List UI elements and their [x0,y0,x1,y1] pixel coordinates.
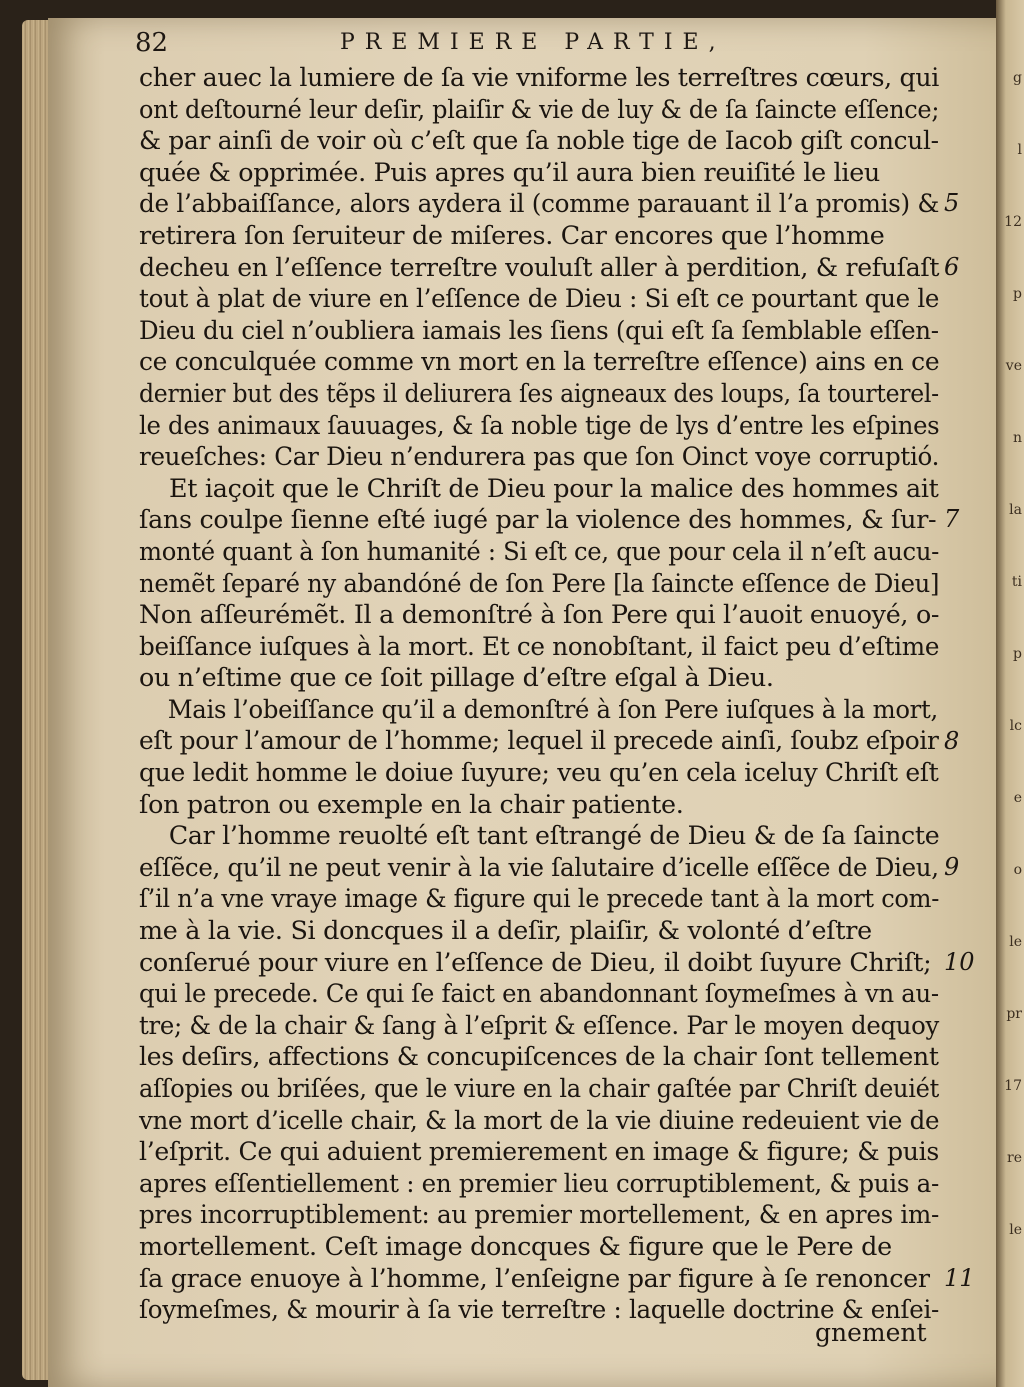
text-line: ou n’eſtime que ce ſoit pillage d’eſtre eſgal à Dieu. [139,662,774,693]
next-page-fragment: p [1013,646,1022,662]
text-line: ce conculquée comme vn mort en la terreſtre eſſence) ains en ce [139,346,940,377]
text-line: que ledit homme le doiue ſuyure; veu qu’en cela iceluy Chriſt eſt [139,757,939,788]
next-page-gutter [996,0,1024,1387]
next-page-fragment: n [1012,430,1022,446]
text-line: Et iaçoit que le Chriſt de Dieu pour la malice des hommes ait [169,472,939,503]
next-page-fragment: pr [1006,1006,1022,1022]
body-text [139,62,975,1326]
text-line: vne mort d’icelle chair, & la mort de la vie diuine redeuient vie de [139,1104,940,1135]
next-page-fragment: g [1013,70,1022,86]
margin-number: 10 [944,947,975,976]
margin-number: 11 [944,1263,975,1292]
text-line: decheu en l’eſſence terreſtre vouluſt aller à perdition, & refuſaſt [139,251,940,282]
text-line: apres eſſentiellement : en premier lieu corruptiblement, & puis a- [139,1167,939,1198]
text-line: Dieu du ciel n’oubliera iamais les ſiens (qui eſt ſa ſemblable eſſen- [139,314,939,345]
text-line: le des animaux ſauuages, & ſa noble tige de lys d’entre les eſpines [139,409,940,440]
margin-number: 8 [944,726,960,755]
text-line: tout à plat de viure en l’eſſence de Dieu : Si eſt ce pourtant que le [139,283,940,314]
text-line: eſt pour l’amour de l’homme; lequel il precede ainſi, ſoubz eſpoir [139,725,939,756]
text-line: ſ’il n’a vne vraye image & figure qui le precede tant à la mort com- [139,883,940,914]
text-line: de l’abbaiſſance, alors aydera il (comme parauant il l’a promis) & [139,188,940,219]
text-line: monté quant à ſon humanité : Si eſt ce, que pour cela il n’eſt aucu- [139,535,940,566]
next-page-fragment: e [1013,790,1022,806]
running-title: PREMIERE PARTIE, [340,30,726,55]
margin-number: 5 [944,189,960,218]
text-line: tre; & de la chair & ſang à l’eſprit & eſſence. Par le moyen dequoy [139,1009,940,1040]
text-line: Car l’homme reuolté eſt tant eſtrangé de Dieu & de ſa ſaincte [168,820,940,851]
text-line: me à la vie. Si doncques il a deſir, plaiſir, & volonté d’eſtre [139,915,872,946]
next-page-fragment: l [1017,142,1022,158]
text-line: reueſches: Car Dieu n’endurera pas que ſon Oinct voye corruptió. [139,441,940,472]
next-page-fragment: la [1009,502,1022,518]
next-page-fragment: 12 [1004,214,1022,230]
page-number: 82 [135,28,169,58]
margin-number: 6 [944,252,960,281]
text-line: dernier but des tẽps il deliurera ſes aigneaux des loups, ſa tourterel- [139,377,939,408]
text-line: ſans coulpe ſienne eſté iugé par la violence des hommes, & ſur- [139,504,937,535]
text-line: aſſopies ou briſées, que le viure en la chair gaſtée par Chriſt deuiét [139,1073,939,1103]
text-line: eſſẽce, qu’il ne peut venir à la vie ſalutaire d’icelle eſſẽce de Dieu, [139,851,939,882]
next-page-fragment: le [1009,934,1022,950]
text-line: les deſirs, affections & concupiſcences de la chair ſont tellement [139,1041,939,1072]
margin-number: 7 [944,505,960,534]
text-line: retirera ſon ſeruiteur de miſeres. Car encores que l’homme [139,219,885,250]
text-line: conſerué pour viure en l’eſſence de Dieu, il doibt ſuyure Chriſt; [139,946,932,977]
text-line: & par ainſi de voir où c’eſt que ſa noble tige de Iacob giſt concul- [139,125,939,156]
next-page-fragment: re [1007,1150,1022,1166]
next-page-fragment: o [1013,862,1022,878]
text-line: Mais l’obeiſſance qu’il a demonſtré à ſon Pere iuſques à la mort, [167,693,938,724]
next-page-fragment: 17 [1004,1078,1022,1094]
text-line: ſoymeſmes, & mourir à ſa vie terreſtre : laquelle doctrine & enſei- [139,1294,939,1325]
next-page-fragment: p [1013,286,1022,302]
text-line: ſon patron ou exemple en la chair patiente. [139,788,684,819]
catchword: gnement [815,1318,927,1347]
next-page-fragment: le [1009,1222,1022,1238]
text-line: beiſſance iuſques à la mort. Et ce nonobſtant, il faict peu d’eſtime [139,630,940,661]
text-line: ſa grace enuoye à l’homme, l’enſeigne par figure à ſe renoncer [139,1262,930,1293]
text-line: l’eſprit. Ce qui aduient premierement en image & figure; & puis [139,1136,940,1167]
next-page-fragment: ti [1011,574,1022,590]
text-line: nemẽt ſeparé ny abandóné de ſon Pere [la ſaincte eſſence de Dieu] [139,567,940,598]
text-line: ont deſtourné leur deſir, plaiſir & vie de luy & de ſa ſaincte eſſence; [139,93,940,124]
text-line: pres incorruptiblement: au premier mortellement, & en apres im- [139,1199,939,1230]
text-line: quée & opprimée. Puis apres qu’il aura bien reuiſité le lieu [139,156,880,187]
next-page-fragment: lc [1009,718,1022,734]
text-line: cher auec la lumiere de ſa vie vniforme les terreſtres cœurs, qui [139,62,939,92]
next-page-fragment: ve [1005,358,1022,374]
margin-number: 9 [944,853,960,881]
text-line: Non aſſeurémẽt. Il a demonſtré à ſon Pere qui l’auoit enuoyé, o- [139,599,940,630]
running-head [135,28,935,60]
text-line: mortellement. Ceſt image doncques & figure que le Pere de [139,1230,892,1261]
text-line: qui le precede. Ce qui ſe faict en abandonnant ſoymeſmes à vn au- [139,978,939,1009]
